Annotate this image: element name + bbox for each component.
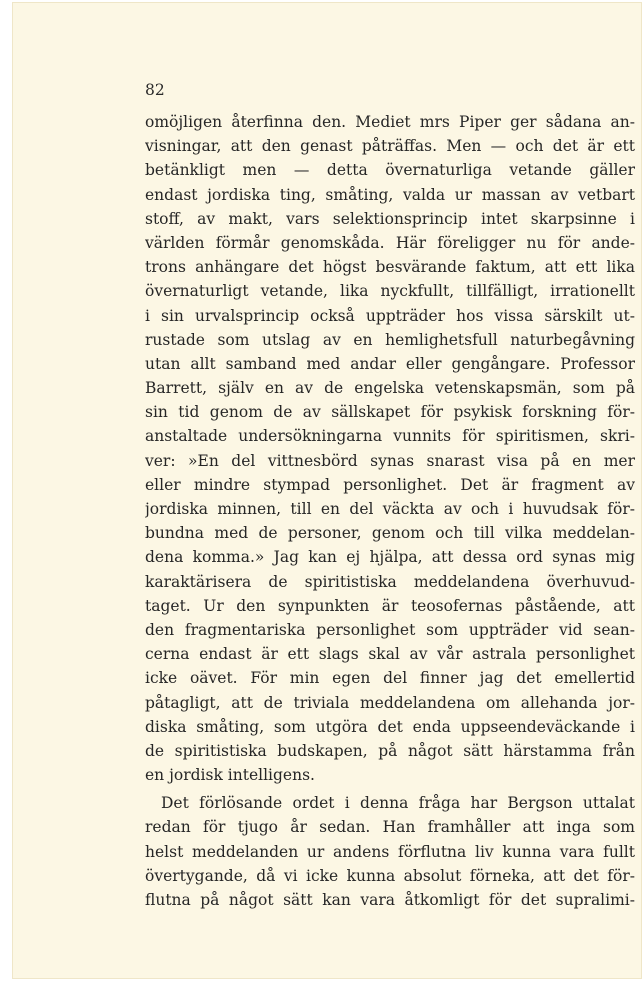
text-line: dena komma.» Jag kan ej hjälpa, att dessa ord synas mig — [145, 548, 635, 567]
text-line: påtagligt, att de triviala meddelandena om allehanda jor- — [145, 693, 635, 712]
text-line: visningar, att den genast påträffas. Men — och det är ett — [145, 137, 635, 156]
text-line: övernaturligt vetande, lika nyckfullt, tillfälligt, irrationellt — [145, 282, 635, 301]
book-page — [12, 2, 642, 979]
text-line: helst meddelanden ur andens förflutna liv kunna vara fullt — [145, 842, 635, 861]
text-line: taget. Ur den synpunkten är teosofernas påstående, att — [145, 596, 635, 615]
text-line: anstaltade undersökningarna vunnits för spiritismen, skri- — [145, 427, 635, 446]
text-line: Barrett, själv en av de engelska vetenskapsmän, som på — [145, 379, 635, 398]
page-number: 82 — [145, 81, 165, 99]
text-line: icke oävet. För min egen del finner jag det emellertid — [145, 669, 635, 688]
text-line: endast jordiska ting, småting, valda ur massan av vetbart — [145, 185, 635, 204]
text-line: övertygande, då vi icke kunna absolut förneka, att det för- — [145, 866, 635, 885]
text-line: utan allt samband med andar eller gengångare. Professor — [145, 354, 635, 373]
text-line: bundna med de personer, genom och till vilka meddelan- — [145, 524, 635, 543]
text-line: karaktärisera de spiritistiska meddelandena överhuvud- — [145, 572, 635, 591]
text-line: cerna endast är ett slags skal av vår astrala personlighet — [145, 645, 635, 664]
body-text — [145, 110, 635, 912]
text-line: den fragmentariska personlighet som uppträder vid sean- — [145, 620, 635, 639]
text-line: eller mindre stympad personlighet. Det är fragment av — [145, 475, 635, 494]
text-line: redan för tjugo år sedan. Han framhåller att inga som — [145, 818, 635, 837]
text-line: stoff, av makt, vars selektionsprincip intet skarpsinne i — [145, 209, 635, 228]
text-line: trons anhängare det högst besvärande faktum, att ett lika — [145, 258, 635, 277]
text-line: flutna på något sätt kan vara åtkomligt för det supralimi- — [145, 891, 635, 909]
text-line: sin tid genom de av sällskapet för psykisk forskning för- — [145, 403, 635, 422]
text-line: i sin urvalsprincip också uppträder hos vissa särskilt ut- — [145, 306, 635, 325]
text-line: rustade som utslag av en hemlighetsfull naturbegåvning — [145, 330, 635, 349]
text-line: de spiritistiska budskapen, på något sätt härstamma från — [145, 741, 635, 760]
text-line: världen förmår genomskåda. Här föreligger nu för ande- — [145, 233, 635, 252]
text-line: jordiska minnen, till en del väckta av och i huvudsak för- — [145, 500, 635, 518]
text-line: betänkligt men — detta övernaturliga vetande gäller — [145, 161, 635, 180]
text-line: ver: »En del vittnesbörd synas snarast visa på en mer — [145, 451, 635, 470]
text-line: Det förlösande ordet i denna fråga har Bergson uttalat — [161, 794, 635, 813]
text-line: en jordisk intelligens. — [145, 766, 315, 785]
text-line: omöjligen återfinna den. Mediet mrs Piper ger sådana an- — [145, 113, 635, 131]
text-line: diska småting, som utgöra det enda uppseendeväckande i — [145, 717, 635, 736]
paragraph — [145, 110, 635, 787]
paragraph — [145, 791, 635, 912]
